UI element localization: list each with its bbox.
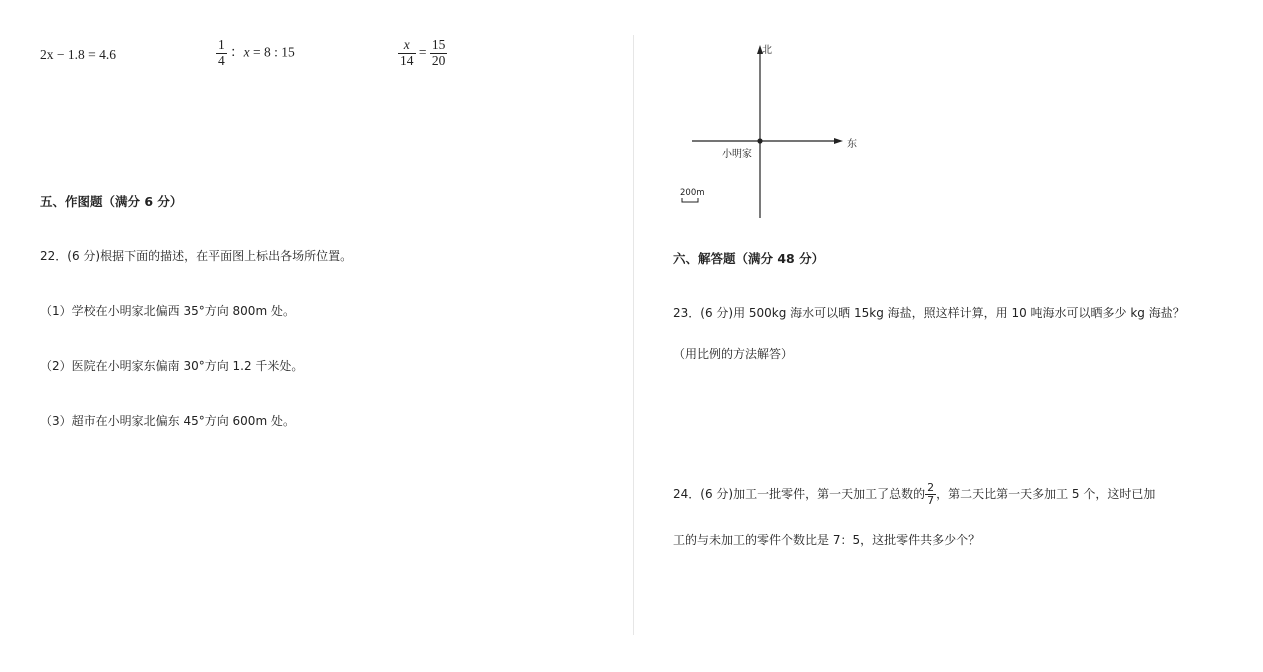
column-divider	[633, 35, 634, 635]
east-label: 东	[847, 139, 857, 150]
north-label: 北	[762, 45, 772, 56]
map-diagram	[670, 40, 870, 222]
equation-1-text: 2x − 1.8 = 4.6	[40, 47, 116, 62]
equation-2-rest: = 8 : 15	[249, 44, 295, 60]
equation-3-rhs-denominator: 20	[431, 52, 446, 68]
equation-2	[216, 38, 295, 69]
equation-2-denominator: 4	[218, 52, 225, 68]
question-24-fraction-numerator: 2	[927, 481, 935, 494]
origin-label: 小明家	[722, 149, 752, 160]
equation-3	[398, 38, 447, 69]
question-24-fraction	[925, 482, 936, 507]
question-24-part-2: ，第二天比第一天多加工 5 个，这时已加	[936, 487, 1156, 502]
question-22-item-2: （2）医院在小明家东偏南 30°方向 1.2 千米处。	[40, 359, 304, 373]
question-24-fraction-denominator: 7	[927, 494, 935, 508]
question-23: 23．(6 分)用 500kg 海水可以晒 15kg 海盐，照这样计算，用 10 吨海水可以晒多少 kg 海盐？	[673, 306, 1185, 320]
question-23-note: （用比例的方法解答）	[673, 347, 794, 361]
equation-3-equals: =	[418, 44, 427, 60]
question-22-item-1: （1）学校在小明家北偏西 35°方向 800m 处。	[40, 304, 295, 318]
question-22-item-3: （3）超市在小明家北偏东 45°方向 600m 处。	[40, 414, 295, 428]
equation-2-colon: ：	[230, 44, 244, 60]
section-6-heading: 六、解答题（满分 48 分）	[673, 251, 825, 266]
equation-1	[40, 47, 116, 63]
question-22: 22．(6 分)根据下面的描述，在平面图上标出各场所位置。	[40, 249, 353, 263]
equation-3-lhs-denominator: 14	[400, 52, 414, 68]
section-5-heading: 五、作图题（满分 6 分）	[40, 194, 183, 209]
equation-3-lhs-numerator: x	[403, 37, 410, 52]
equation-2-numerator: 1	[218, 37, 225, 52]
equation-3-rhs-fraction	[430, 38, 448, 69]
question-24-line-2: 工的与未加工的零件个数比是 7：5，这批零件共多少个？	[673, 533, 981, 547]
equation-2-variable: x	[243, 44, 250, 60]
scale-bar	[682, 198, 698, 202]
equation-2-fraction	[216, 38, 227, 69]
scale-label: 200m	[680, 188, 705, 198]
equation-3-rhs-numerator: 15	[431, 37, 446, 52]
east-arrow	[834, 138, 843, 144]
origin-dot	[757, 138, 762, 143]
question-24-line-1	[673, 482, 1155, 507]
question-24-part-1: 24．(6 分)加工一批零件，第一天加工了总数的	[673, 487, 926, 502]
equation-3-lhs-fraction	[398, 38, 416, 69]
